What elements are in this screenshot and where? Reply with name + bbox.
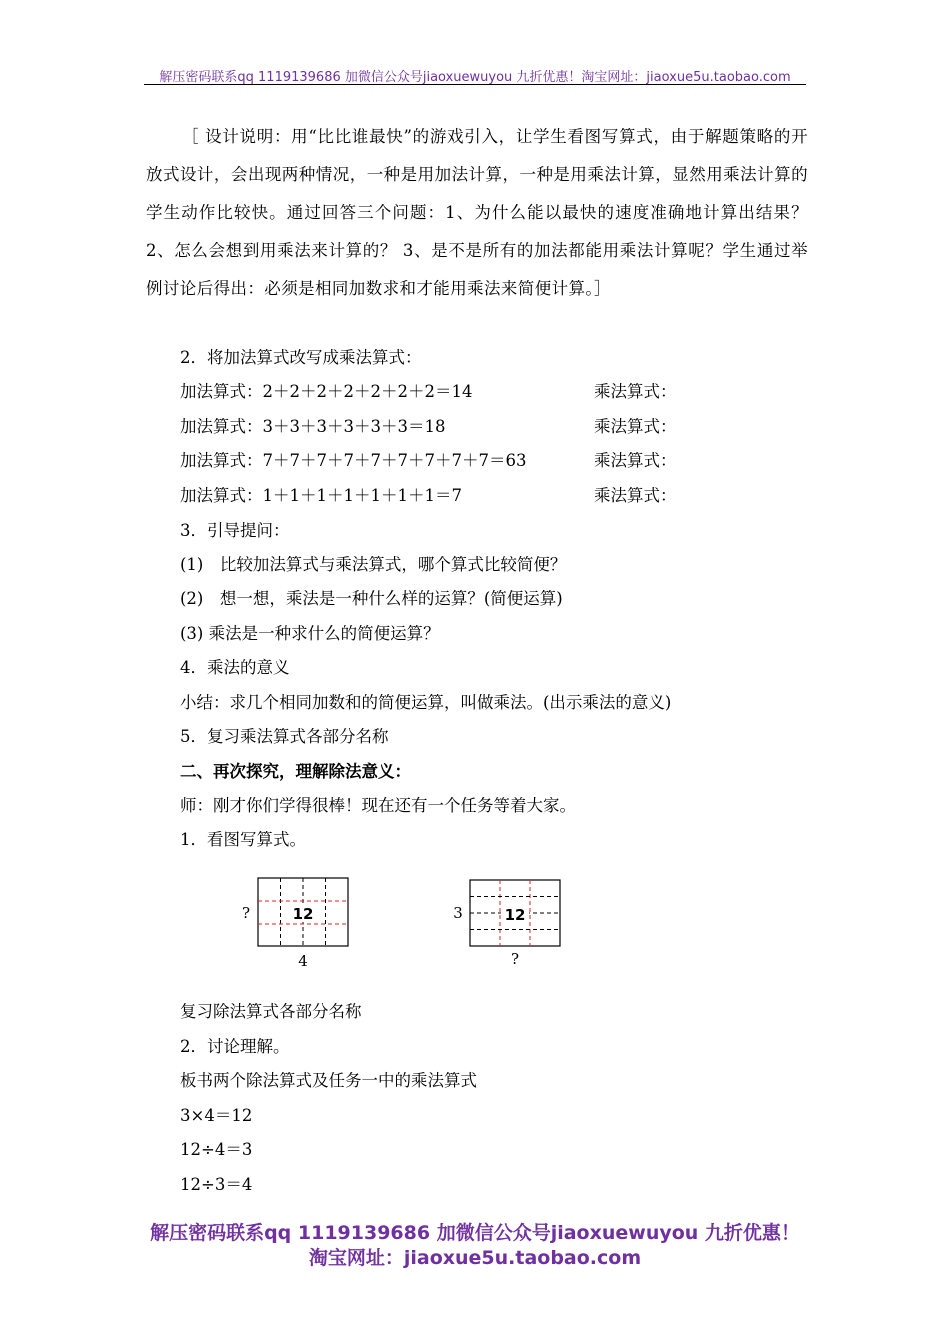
mul-equation-4: 乘法算式： xyxy=(594,486,677,505)
teacher-line: 师：刚才你们学得很棒！现在还有一个任务等着大家。 xyxy=(180,796,576,815)
question-1: (1) 比较加法算式与乘法算式，哪个算式比较简便？ xyxy=(180,555,567,574)
footer-watermark-line1: 解压密码联系qq 1119139686 加微信公众号jiaoxuewuyou 九折优惠！ xyxy=(150,1222,800,1244)
question-2: (2) 想一想，乘法是一种什么样的运算？(简便运算) xyxy=(180,589,563,608)
result-equation-3: 12÷3＝4 xyxy=(180,1175,253,1194)
diagram-grid-2 xyxy=(445,870,585,970)
discuss-title: 2．讨论理解。 xyxy=(180,1037,290,1056)
diagram1-bottom-label: 4 xyxy=(298,952,308,970)
diagram1-left-label: ? xyxy=(241,904,251,922)
review-division: 复习除法算式各部分名称 xyxy=(180,1002,362,1021)
design-note-paragraph: ［ 设计说明：用“比比谁最快”的游戏引入，让学生看图写算式，由于解题策略的开放式设计，会出现两种情况，一种是用加法计算，一种是用乘法计算，显然用乘法计算的学生动作比较快。通过回答三个问题：1、为什么能以最快的速度准确地计算出结果？ 2、怎么会想到用乘法来计算的？ 3、是不是所有的加法都能用乘法计算呢？学生通过举例讨论后得出：必须是相同加数求和才能用乘法来简便计算。］ xyxy=(146,127,808,298)
diagram2-center: 12 xyxy=(504,906,526,924)
summary: 小结：求几个相同加数和的简便运算，叫做乘法。(出示乘法的意义) xyxy=(180,693,672,712)
diagram2-left-label: 3 xyxy=(453,904,463,922)
add-equation-2: 加法算式：3＋3＋3＋3＋3＋3＝18 xyxy=(180,417,446,436)
diagram-grid-1 xyxy=(230,870,370,970)
question-3: (3) 乘法是一种求什么的简便运算？ xyxy=(180,624,440,643)
page-header-watermark: 解压密码联系qq 1119139686 加微信公众号jiaoxuewuyou 九折优惠！淘宝网址：jiaoxue5u.taobao.com xyxy=(159,70,791,85)
mul-equation-2: 乘法算式： xyxy=(594,417,677,436)
mul-equation-1: 乘法算式： xyxy=(594,382,677,401)
add-equation-3: 加法算式：7＋7＋7＋7＋7＋7＋7＋7＋7＝63 xyxy=(180,451,527,470)
add-equation-4: 加法算式：1＋1＋1＋1＋1＋1＋1＝7 xyxy=(180,486,462,505)
section-5-title: 5．复习乘法算式各部分名称 xyxy=(180,727,389,746)
header-rule xyxy=(144,84,806,85)
part-2-title: 二、再次探究，理解除法意义： xyxy=(180,762,411,781)
section-2-title: 2．将加法算式改写成乘法算式： xyxy=(180,348,422,367)
board-note: 板书两个除法算式及任务一中的乘法算式 xyxy=(180,1071,477,1090)
result-equation-1: 3×4＝12 xyxy=(180,1106,253,1125)
result-equation-2: 12÷4＝3 xyxy=(180,1140,253,1159)
add-equation-1: 加法算式：2＋2＋2＋2＋2＋2＋2＝14 xyxy=(180,382,473,401)
diagram1-center: 12 xyxy=(292,905,314,923)
footer-watermark-line2: 淘宝网址：jiaoxue5u.taobao.com xyxy=(308,1247,642,1269)
mul-equation-3: 乘法算式： xyxy=(594,451,677,470)
section-4-title: 4．乘法的意义 xyxy=(180,658,290,677)
diagram2-bottom-label: ? xyxy=(510,950,520,968)
task-1: 1．看图写算式。 xyxy=(180,830,306,849)
section-3-title: 3．引导提问： xyxy=(180,521,290,540)
